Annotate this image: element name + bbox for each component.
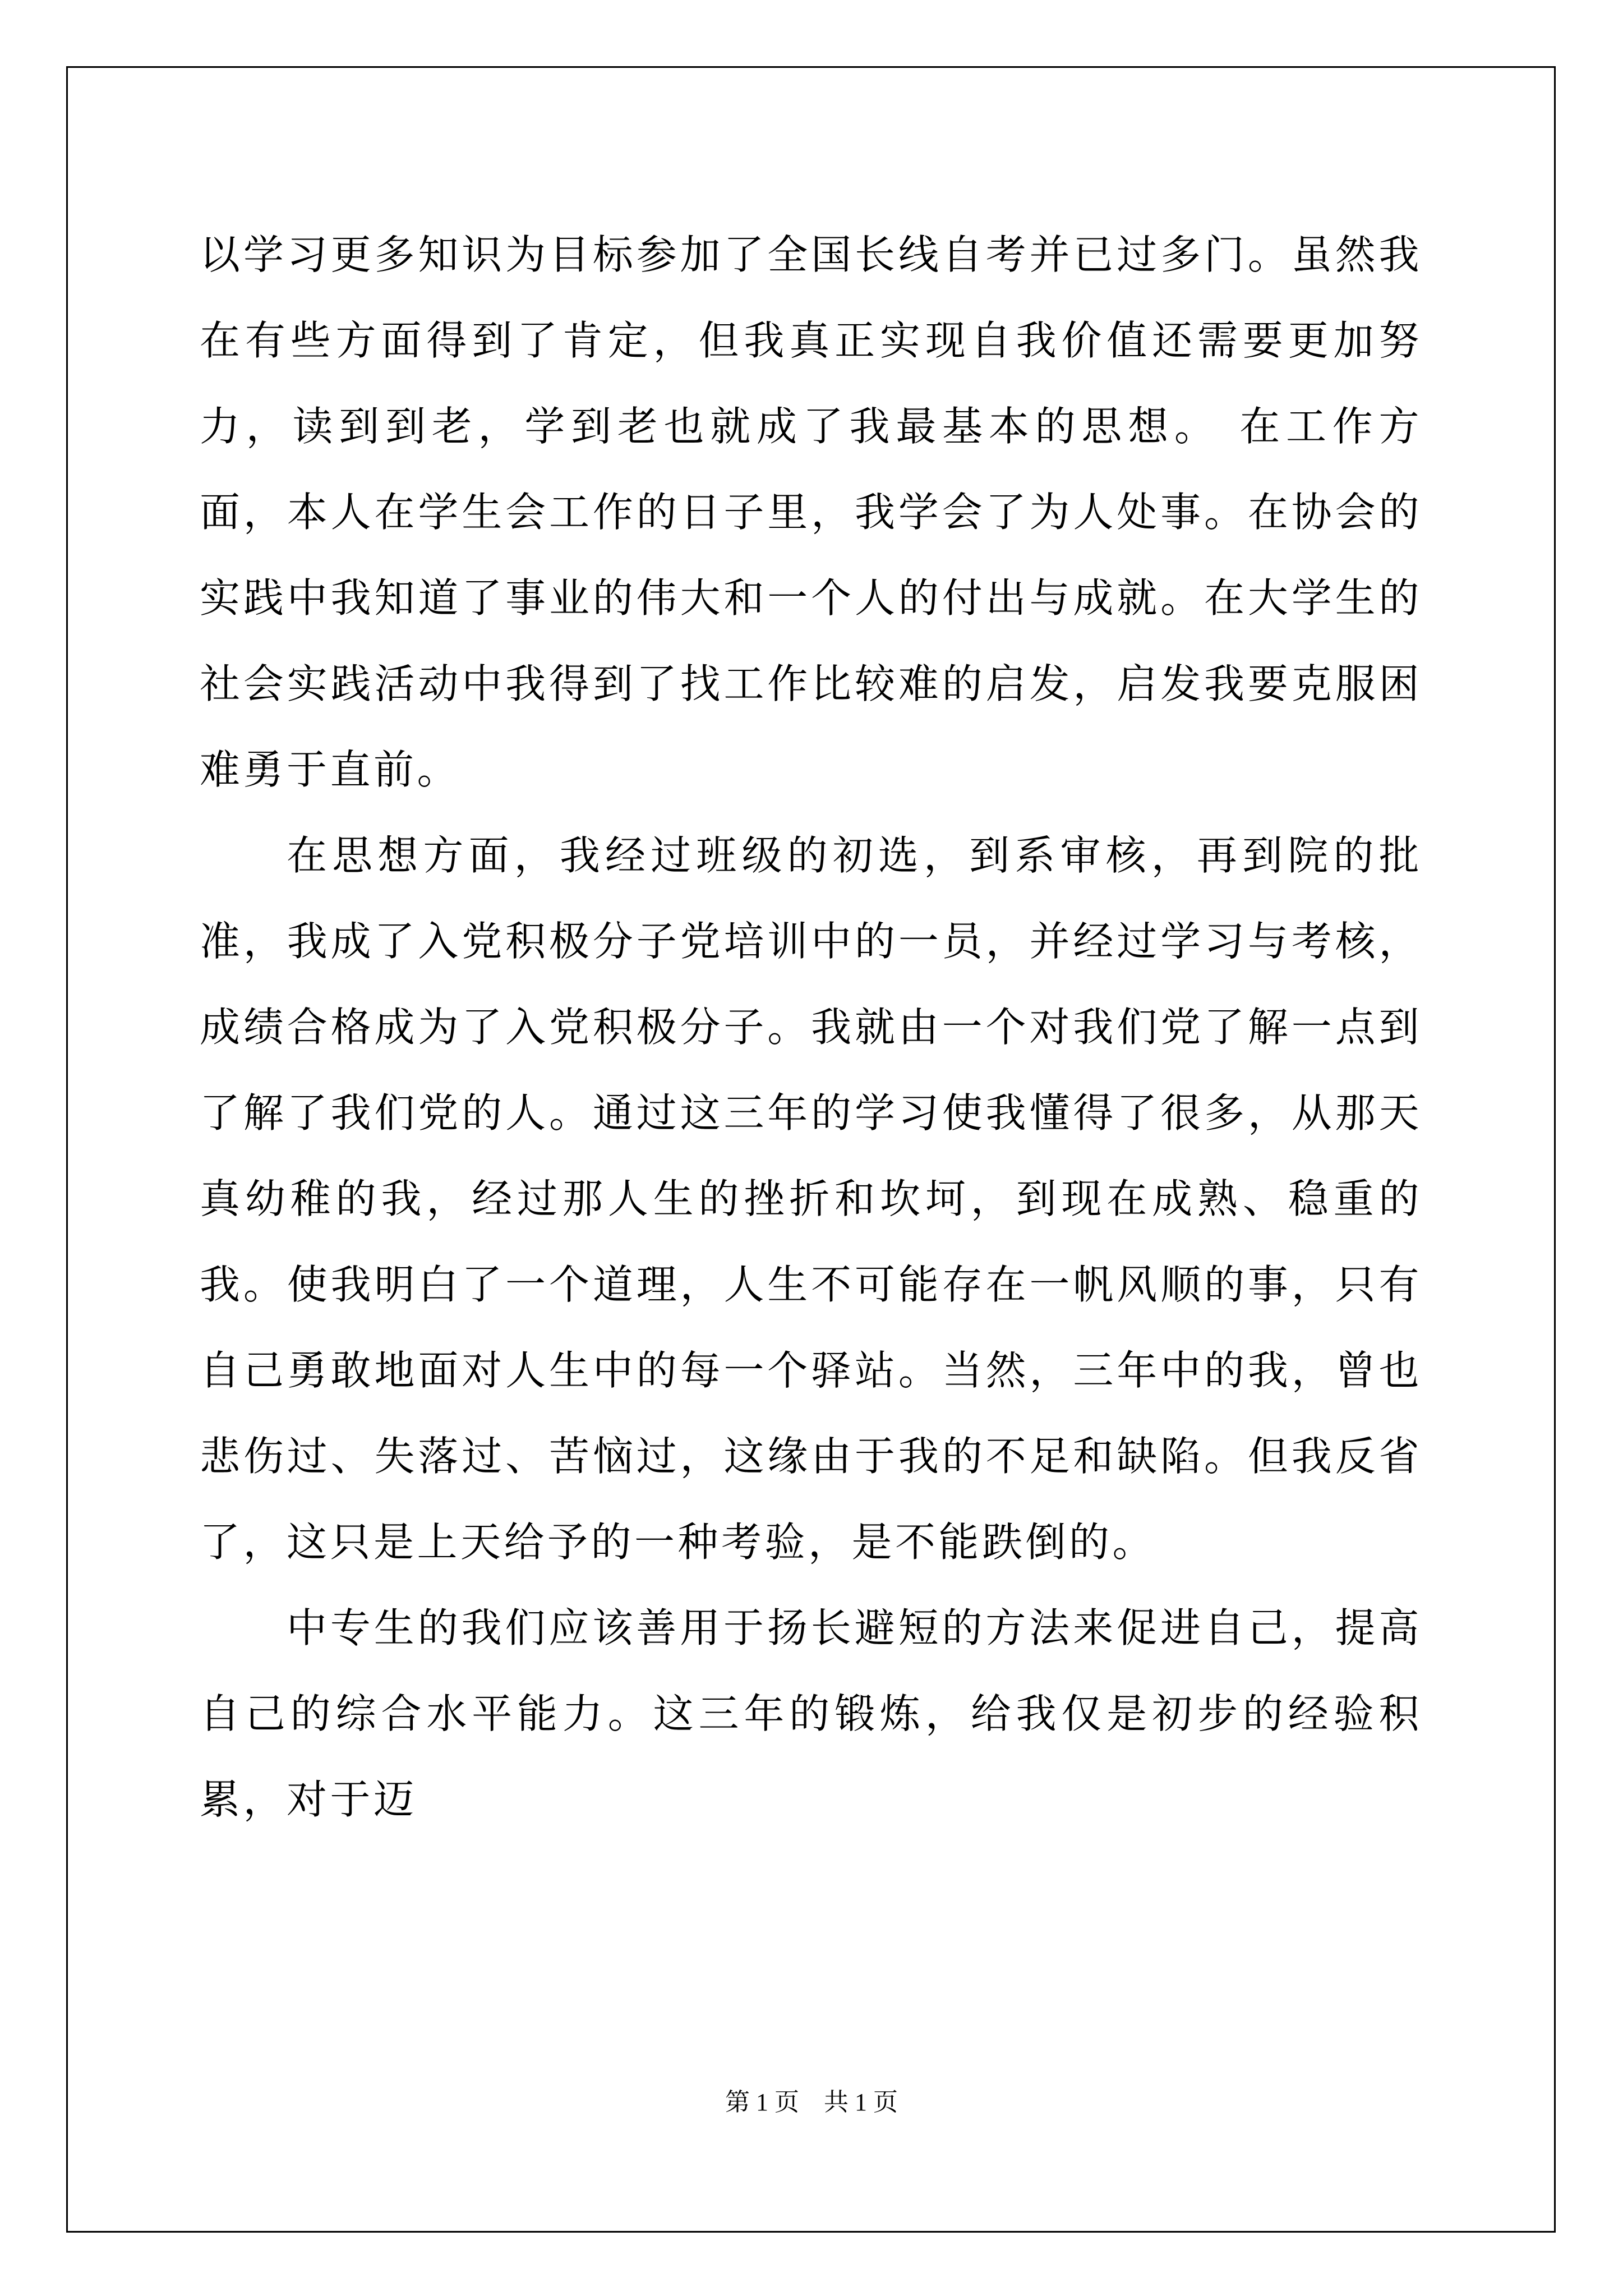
- document-body: [200, 212, 1422, 1843]
- paragraph-3: 中专生的我们应该善用于扬长避短的方法来促进自己，提高自己的综合水平能力。这三年的锻炼，给我仅是初步的经验积累，对于迈: [200, 1604, 1422, 1823]
- paragraph-2: 在思想方面，我经过班级的初选，到系审核，再到院的批准，我成了入党积极分子党培训中的一员，并经过学习与考核，成绩合格成为了入党积极分子。我就由一个对我们党了解一点到了解了我们党的人。通过这三年的学习使我懂得了很多，从那天真幼稚的我，经过那人生的挫折和坎坷，到现在成熟、稳重的我。使我明白了一个道理，人生不可能存在一帆风顺的事，只有自己勇敢地面对人生中的每一个驿站。当然，三年中的我，曾也悲伤过、失落过、苦恼过，这缘由于我的不足和缺陷。但我反省了，这只是上天给予的一种考验，是不能跌倒的。: [200, 832, 1422, 1566]
- paragraph-1: 以学习更多知识为目标参加了全国长线自考并已过多门。虽然我在有些方面得到了肯定，但我真正实现自我价值还需要更加努力，读到到老，学到老也就成了我最基本的思想。 在工作方面，本人在学生会工作的日子里，我学会了为人处事。在协会的实践中我知道了事业的伟大和一个人的付出与成就。在大学生的社会实践活动中我得到了找工作比较难的启发，启发我要克服困难勇于直前。: [200, 231, 1422, 793]
- page-footer: 第 1 页 共 1 页: [725, 2088, 898, 2116]
